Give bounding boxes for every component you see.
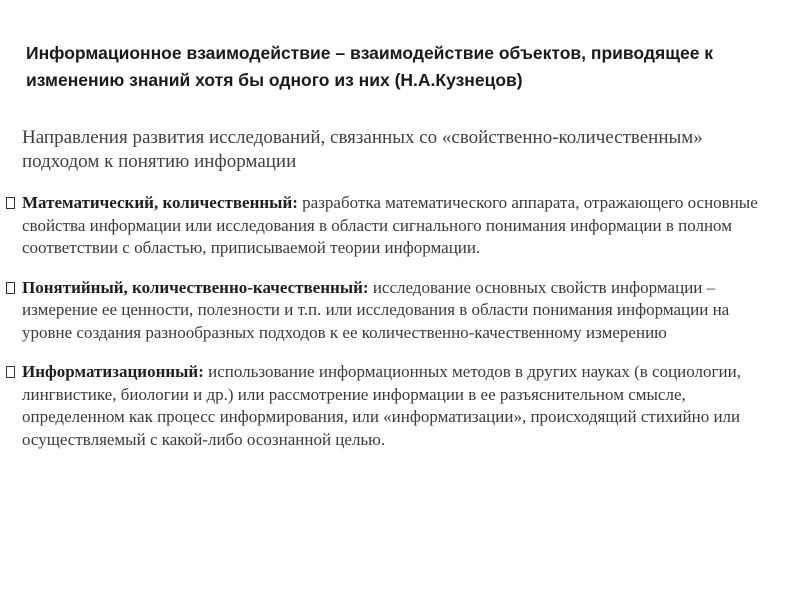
bullet-term: Понятийный, количественно-качественный: (22, 277, 369, 297)
bullet-text: разработка математического аппарата, отражающего основные свойства информации или исследования в области сигнального понимания информации в полном соответствии с областью, приписываемой теории информации. (22, 193, 758, 257)
bullet-square-icon (6, 282, 15, 294)
bullet-term: Информатизационный: (22, 362, 204, 381)
bullet-text: использование информационных методов в других науках (в социологии, лингвистике, биологии и др.) или рассмотрение информации в ее разъяснительном смысле, определенном как процесс информирования, или «информатизации», происходящий стихийно или осуществляемый с какой-либо осознанной целью. (22, 362, 741, 449)
slide-title: Информационное взаимодействие – взаимодействие объектов, приводящее к изменению знаний хотя бы одного из них (Н.А.Кузнецов) (26, 43, 714, 90)
bullet-item-conceptual (6, 277, 766, 345)
slide-subtitle: Направления развития исследований, связанных со «свойственно-количественным» подходом к понятию информации (22, 127, 703, 172)
bullet-list (6, 192, 766, 451)
bullet-square-icon (6, 366, 15, 378)
bullet-item-mathematical (6, 192, 766, 260)
bullet-text: исследование основных свойств информации – измерение ее ценности, полезности и т.п. или исследования в области понимания информации на уровне создания разнообразных подходов к ее количественно-качественному измерению (22, 277, 730, 342)
bullet-square-icon (6, 197, 15, 209)
bullet-item-informatization (6, 361, 766, 451)
bullet-term: Математический, количественный: (22, 193, 298, 212)
